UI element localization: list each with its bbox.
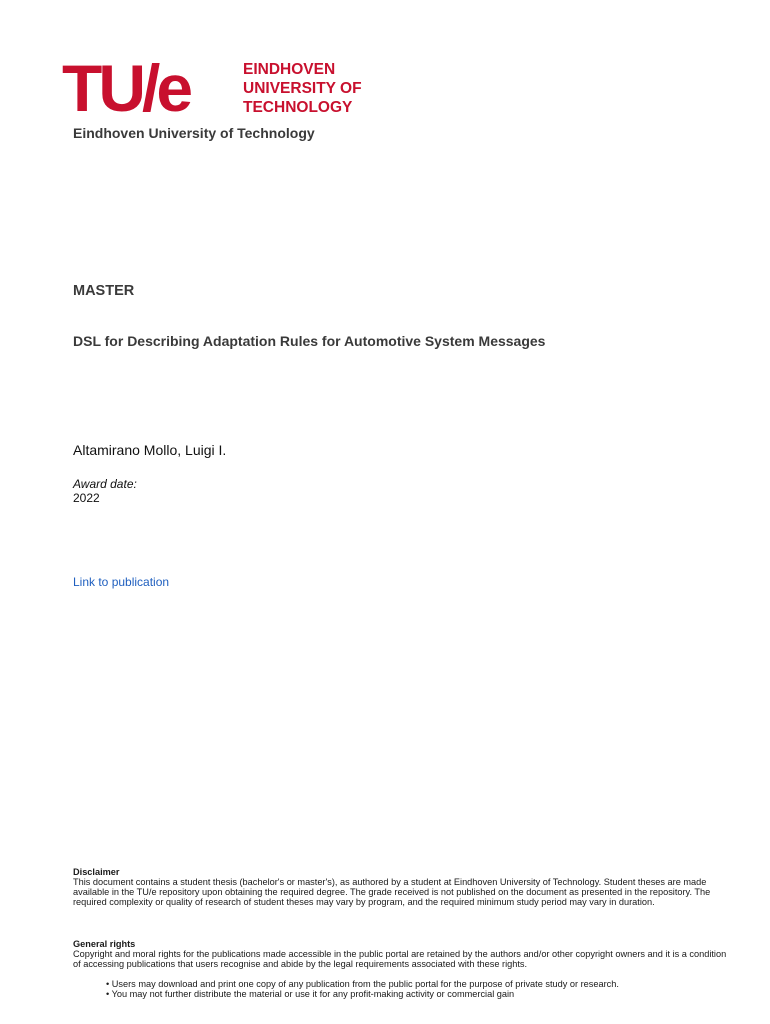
degree-type: MASTER [73,283,135,299]
logo-line-2: UNIVERSITY OF [243,80,362,97]
logo-line-3: TECHNOLOGY [243,99,353,116]
logo-wordmark [243,60,362,117]
disclaimer-heading: Disclaimer [73,867,120,877]
disclaimer-section [73,867,733,907]
rights-bullet-item: • You may not further distribute the material or use it for any profit-making activity or commercial gain [106,989,515,999]
rights-bullet-item: • Users may download and print one copy of any publication from the public portal for the purpose of private study or research. [106,979,619,989]
general-rights-section [73,939,733,969]
disclaimer-text: This document contains a student thesis (bachelor's or master's), as authored by a student at Eindhoven University of Technology. Student theses are made available in the TU/e repository upon obtaining the required degree. The grade received is not published on the document as presented in the repository. The required complexity or quality of research of student theses may vary by program, and the required minimum study period may vary in duration. [73,877,711,907]
award-date-value: 2022 [73,491,100,505]
logo-mark: TU/e [62,51,190,125]
author-name: Altamirano Mollo, Luigi I. [73,442,227,458]
institution-name: Eindhoven University of Technology [73,125,315,141]
publication-link[interactable]: Link to publication [73,575,170,589]
thesis-title: DSL for Describing Adaptation Rules for Automotive System Messages [73,333,546,349]
tue-logo [62,51,392,125]
general-rights-heading: General rights [73,939,136,949]
general-rights-text: Copyright and moral rights for the publications made accessible in the public portal are retained by the authors and/or other copyright owners and it is a condition of accessing publications that users recognise and abide by the legal requirements associated with these rights. [73,949,727,969]
award-date-label: Award date: [73,477,137,491]
logo-line-1: EINDHOVEN [243,61,336,78]
rights-bullet-list [106,979,619,999]
